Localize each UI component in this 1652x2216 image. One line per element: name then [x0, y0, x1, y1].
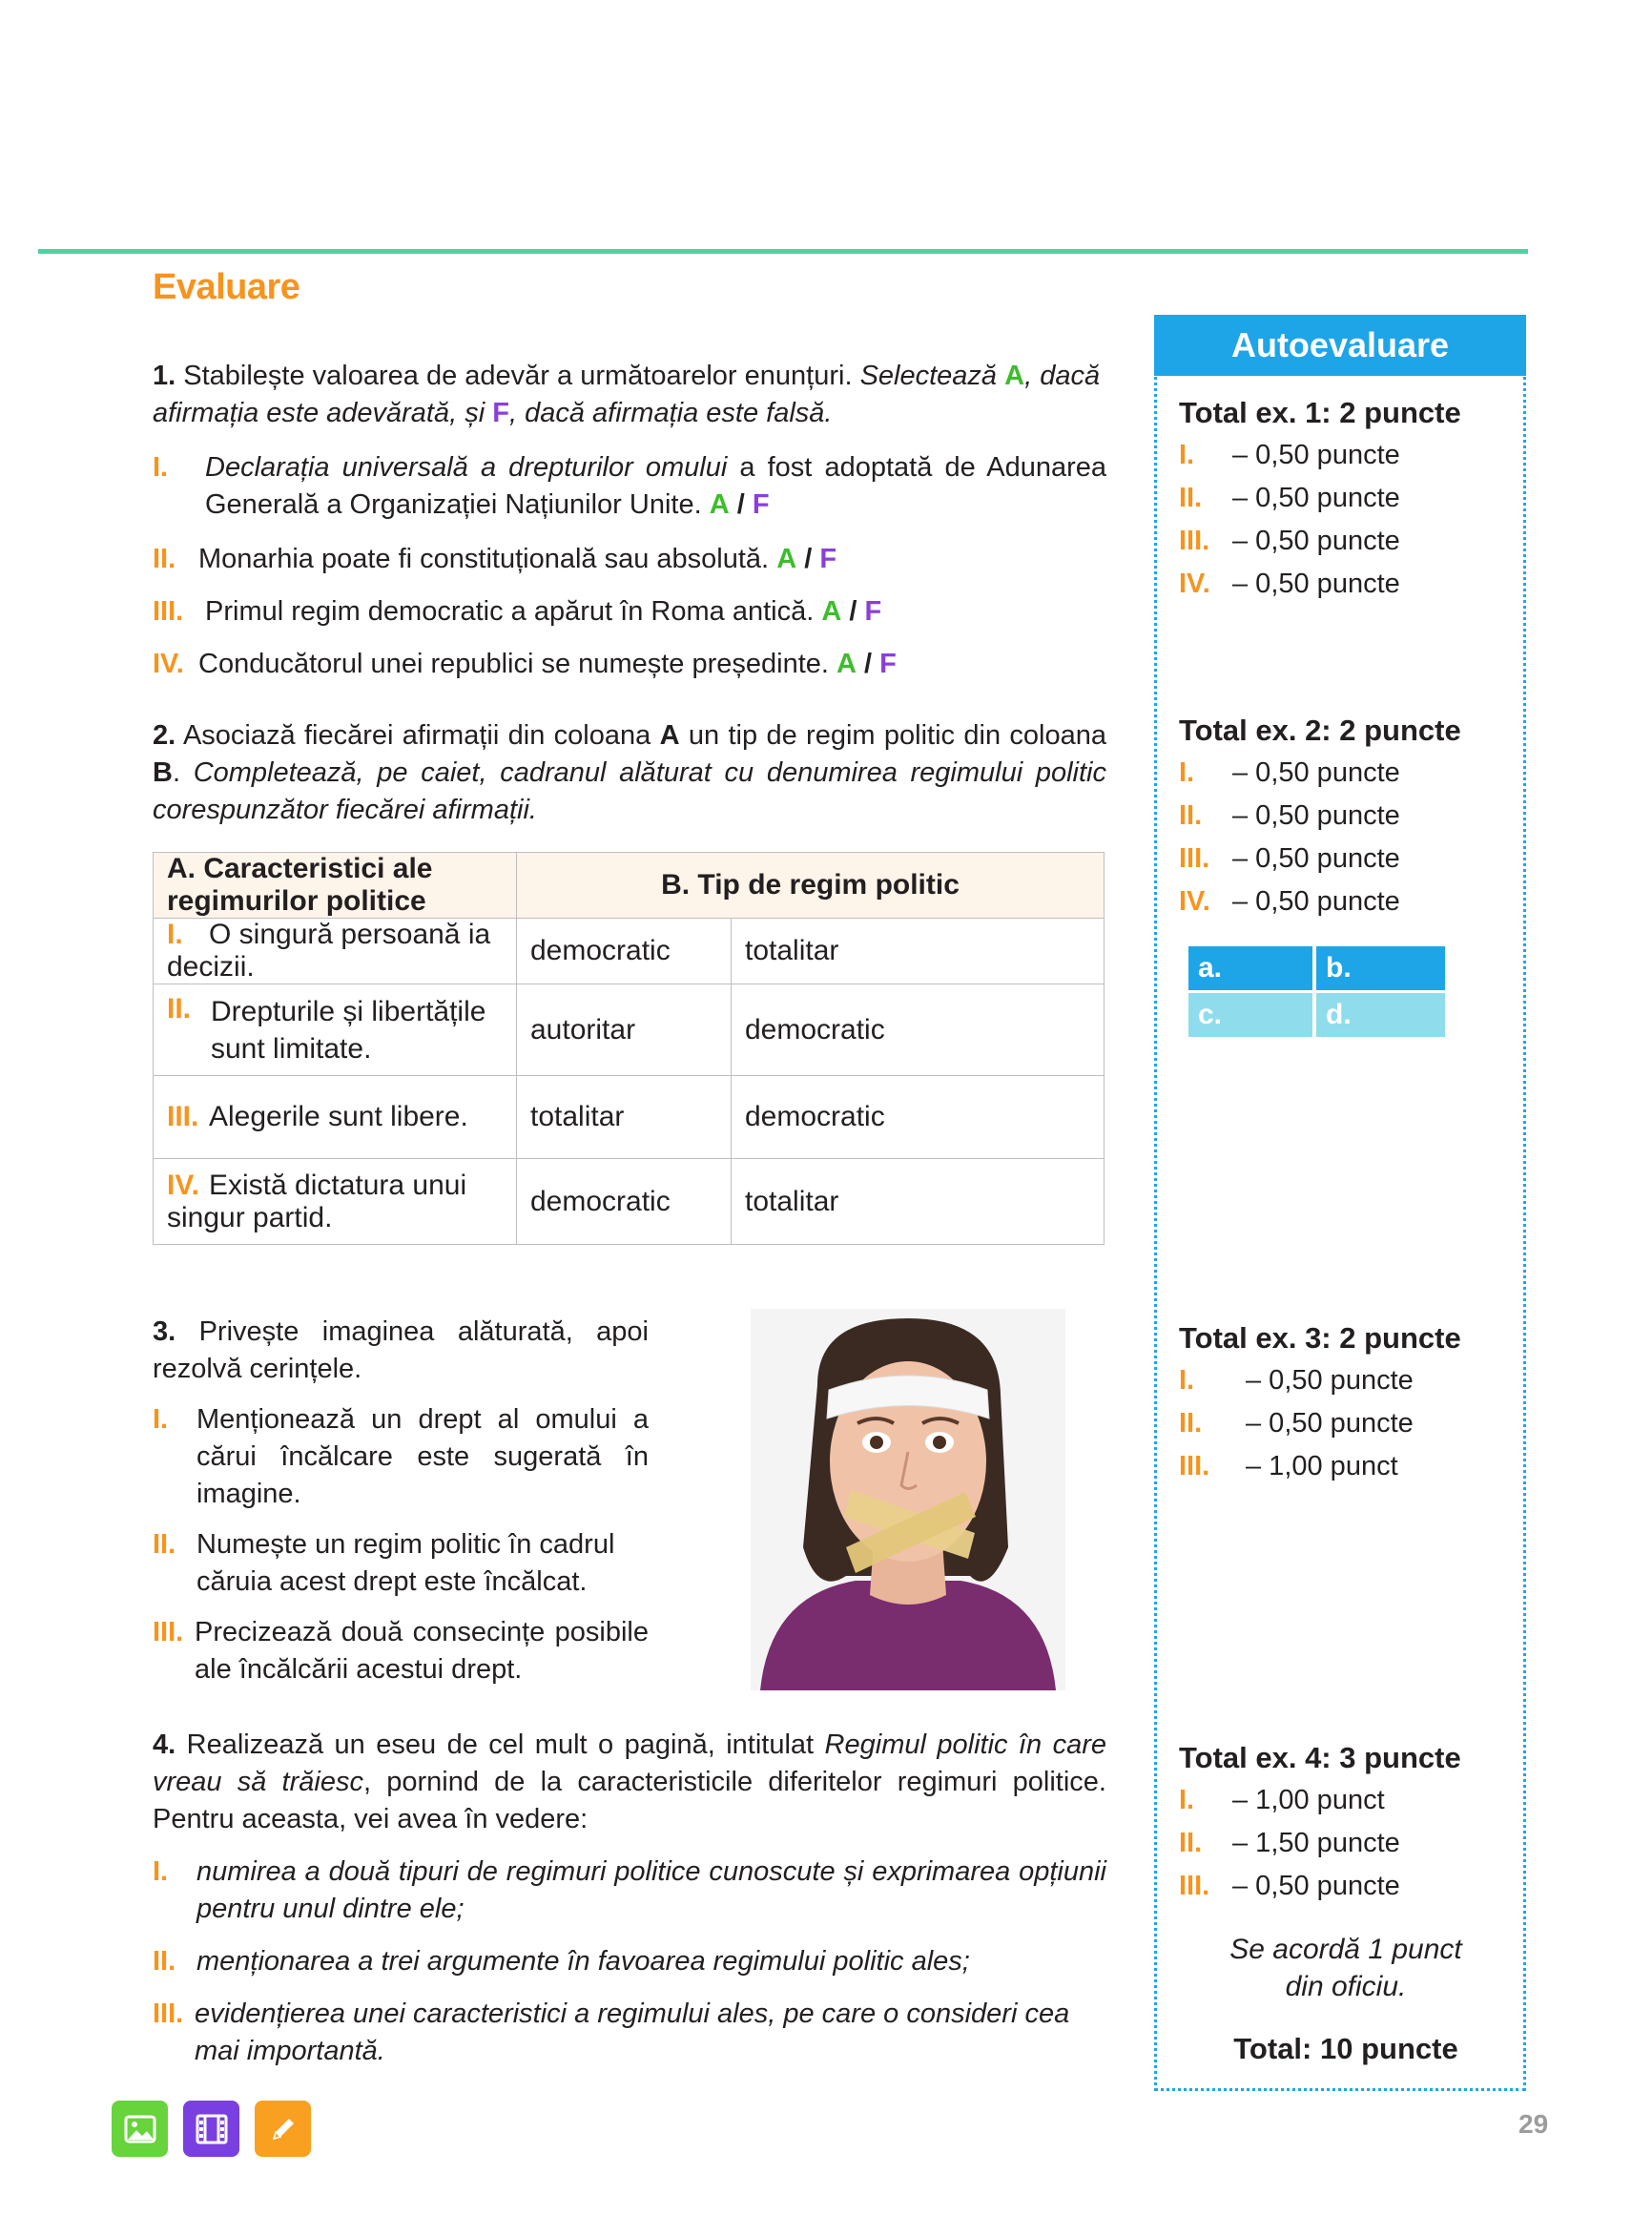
ex4-item-2: II. menționarea a trei argumente în favoarea regimului politic ales; — [153, 1946, 970, 1977]
answer-grid — [1188, 946, 1445, 1037]
true-option[interactable]: A — [836, 649, 857, 679]
score-block-ex2: Total ex. 2: 2 puncte I. – 0,50 puncte II. – 0,50 puncte III. – 0,50 puncte IV. – 0,50 puncte — [1179, 714, 1461, 917]
self-assessment-title: Autoevaluare — [1154, 315, 1526, 376]
page-number: 29 — [1518, 2109, 1549, 2139]
ex1-item-1: I. Declarația universală a drepturilor omului a fost adoptată de Adunarea Generală a Organizației Națiunilor Unite. A / F — [153, 452, 1106, 520]
ex3-item-3: III. Precizează două consecințe posibile ale încălcării acestui drept. — [153, 1617, 649, 1685]
answer-cell-c: c. — [1188, 993, 1312, 1037]
association-table — [153, 852, 1105, 1245]
exercise-3 — [153, 1314, 649, 1688]
image-icon[interactable] — [112, 2101, 168, 2157]
exercise-1 — [153, 358, 1106, 683]
answer-cell-a: a. — [1188, 946, 1312, 990]
ex1-item-3: III. Primul regim democratic a apărut în Roma antică. A / F — [153, 596, 882, 627]
pencil-icon[interactable] — [255, 2101, 311, 2157]
top-rule — [38, 249, 1528, 254]
option-cell: totalitar — [732, 919, 1105, 984]
exercise-2-prompt: 2. Asociază fiecărei afirmații din coloana A un tip de regim politic din coloana B. Completează, pe caiet, cadranul alăturat cu denumirea regimului politic corespunzător fiecărei afirmații. — [153, 720, 1106, 825]
bonus-note: Se acordă 1 punct din oficiu. — [1229, 1934, 1462, 2002]
option-cell: democratic — [517, 919, 732, 984]
true-option[interactable]: A — [709, 489, 730, 520]
score-block-ex3: Total ex. 3: 2 puncte I. – 0,50 puncte II. – 0,50 puncte III. – 1,00 punct — [1179, 1321, 1461, 1481]
false-option[interactable]: F — [819, 544, 837, 574]
score-block-ex4: Total ex. 4: 3 puncte I. – 1,00 punct II. – 1,50 puncte III. – 0,50 puncte — [1179, 1741, 1461, 1901]
ex1-item-4: IV. Conducătorul unei republici se numește președinte. A / F — [153, 649, 897, 679]
false-option[interactable]: F — [864, 596, 882, 627]
option-cell: totalitar — [517, 1076, 732, 1159]
ex4-item-3: III. evidențierea unei caracteristici a regimului ales, pe care o consideri cea mai importantă. — [153, 1999, 1070, 2066]
table-row: III. Alegerile sunt libere. totalitar democratic — [154, 1076, 1105, 1159]
exercise-4 — [153, 1727, 1106, 2070]
ex3-item-1: I. Menționează un drept al omului a cărui încălcare este sugerată în imagine. — [153, 1404, 649, 1509]
true-option[interactable]: A — [821, 596, 842, 627]
false-option[interactable]: F — [879, 649, 897, 679]
exercise-3-prompt: 3. Privește imaginea alăturată, apoi rezolvă cerințele. — [153, 1316, 649, 1384]
woman-taped-mouth-photo — [751, 1309, 1065, 1690]
option-cell: democratic — [517, 1159, 732, 1245]
column-a-header: A. Caracteristici ale regimurilor politice — [154, 853, 517, 919]
option-cell: autoritar — [517, 984, 732, 1076]
grand-total: Total: 10 puncte — [1233, 2032, 1458, 2065]
resource-icons — [112, 2101, 311, 2157]
ex4-item-1: I. numirea a două tipuri de regimuri politice cunoscute și exprimarea opțiunii pentru unul dintre ele; — [153, 1856, 1106, 1924]
exercise-4-prompt: 4. Realizează un eseu de cel mult o pagină, intitulat Regimul politic în care vreau să trăiesc, pornind de la caracteristicile diferitelor regimuri politice. Pentru aceasta, vei avea în vedere: — [153, 1729, 1106, 1834]
option-cell: democratic — [732, 984, 1105, 1076]
table-header-row — [154, 853, 1105, 919]
table-row: I. O singură persoană ia decizii. democratic totalitar — [154, 919, 1105, 984]
option-cell: democratic — [732, 1076, 1105, 1159]
answer-cell-d: d. — [1316, 993, 1445, 1037]
ex3-item-2: II. Numește un regim politic în cadrul căruia acest drept este încălcat. — [153, 1529, 615, 1597]
option-cell: totalitar — [732, 1159, 1105, 1245]
table-row: IV. Există dictatura unui singur partid. democratic totalitar — [154, 1159, 1105, 1245]
score-block-ex1: Total ex. 1: 2 puncte I. – 0,50 puncte II. – 0,50 puncte III. – 0,50 puncte IV. – 0,50 puncte — [1179, 396, 1461, 599]
ex1-item-2: II. Monarhia poate fi constituțională sau absolută. A / F — [153, 544, 837, 574]
table-row: II. Drepturile și libertățile sunt limitate. autoritar democratic — [154, 984, 1105, 1076]
column-b-header: B. Tip de regim politic — [517, 853, 1105, 919]
answer-cell-b: b. — [1316, 946, 1445, 990]
false-option[interactable]: F — [752, 489, 770, 520]
true-option[interactable]: A — [776, 544, 797, 574]
section-title: Evaluare — [153, 267, 300, 307]
exercise-1-prompt: 1. Stabilește valoarea de adevăr a următoarelor enunțuri. Selectează A, dacă afirmația este adevărată, și F, dacă afirmația este falsă. — [153, 361, 1101, 428]
film-icon[interactable] — [183, 2101, 239, 2157]
